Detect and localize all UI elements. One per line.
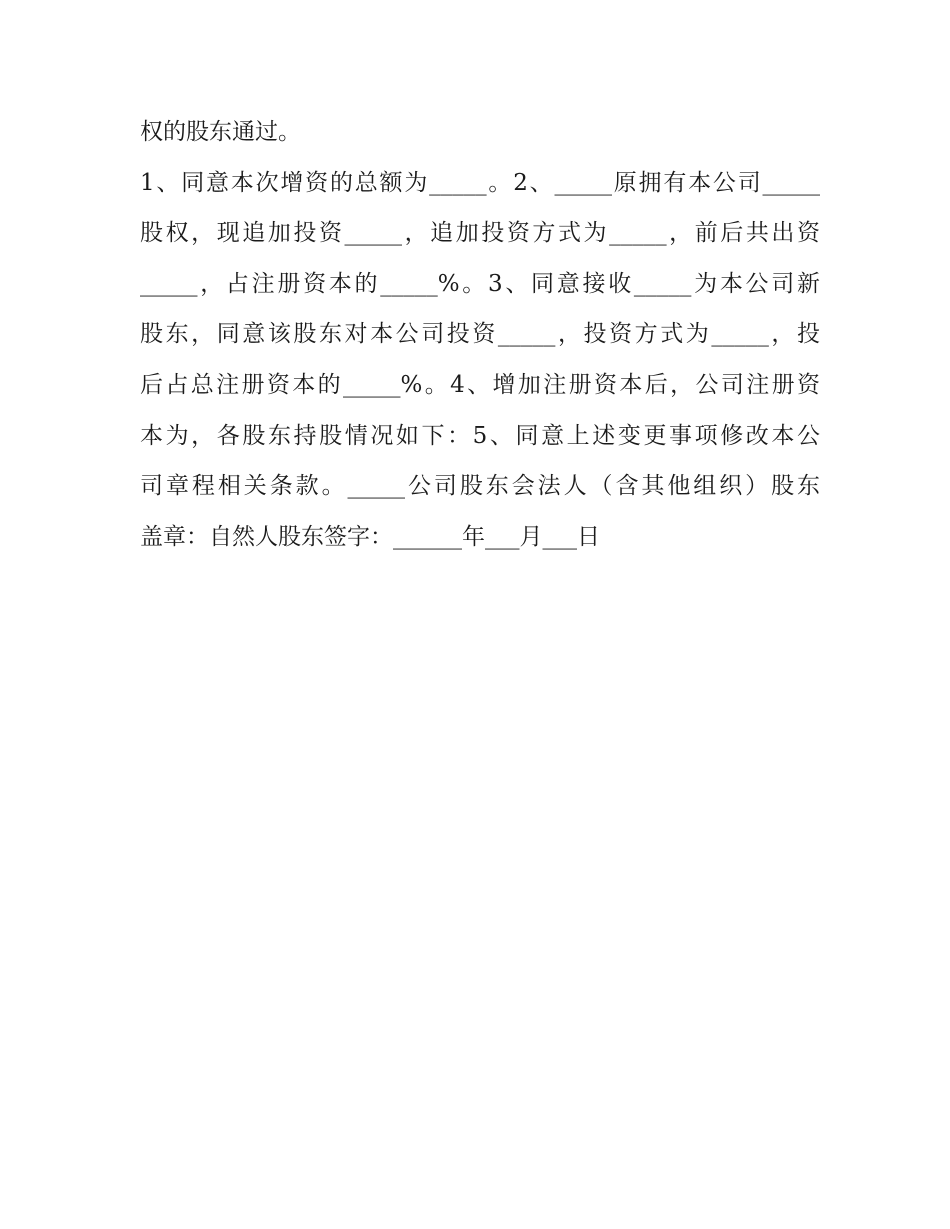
text-line: 股权，现追加投资_____，追加投资方式为_____，前后共出资 (140, 220, 820, 247)
text-line: 股东，同意该股东对本公司投资_____，投资方式为_____，投 (140, 321, 820, 348)
text-line: 本为，各股东持股情况如下：5、同意上述变更事项修改本公 (140, 422, 820, 449)
text-line: 后占总注册资本的_____%。4、增加注册资本后，公司注册资 (140, 371, 820, 398)
text-line: 盖章：自然人股东签字：______年___月___日 (140, 523, 600, 550)
text-line: _____，占注册资本的_____%。3、同意接收_____为本公司新 (140, 270, 820, 297)
text-line: 权的股东通过。 (140, 119, 301, 145)
text-line: 1、同意本次增资的总额为_____。2、_____原拥有本公司_____ (140, 169, 820, 196)
text-line: 司章程相关条款。_____公司股东会法人（含其他组织）股东 (140, 473, 820, 500)
resolution-text (140, 107, 820, 562)
